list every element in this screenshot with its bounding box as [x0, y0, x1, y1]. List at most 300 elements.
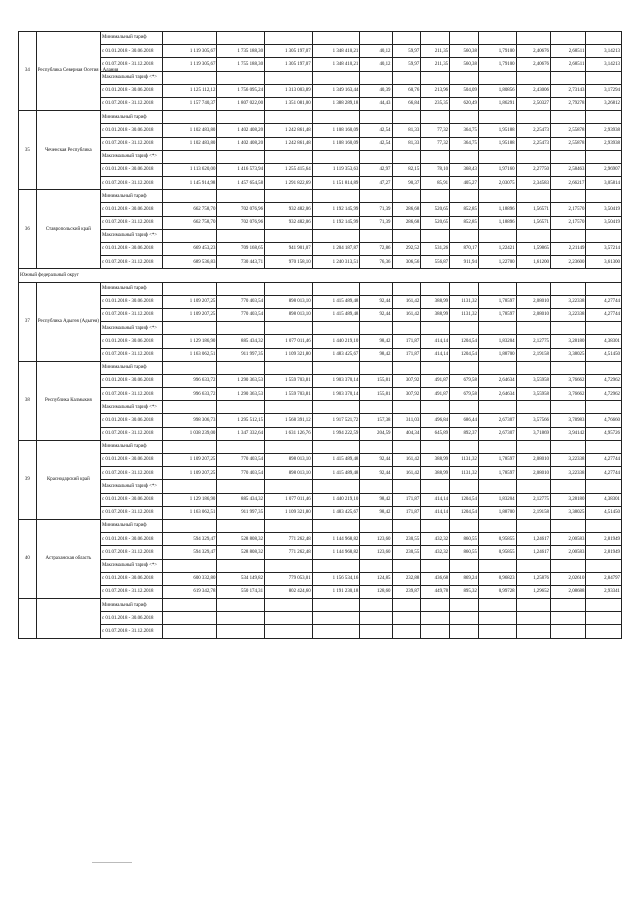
period-cell: с 01.07.2018 - 31.12.2018 — [101, 177, 163, 190]
region-name — [36, 599, 100, 639]
tariff-table-body — [19, 32, 622, 639]
value-cell: 123,60 — [360, 546, 392, 559]
region-index — [19, 599, 37, 639]
value-cell — [312, 282, 360, 295]
value-cell: 2,55878 — [550, 137, 585, 150]
value-cell: 161,42 — [392, 308, 421, 321]
value-cell — [450, 150, 479, 163]
value-cell — [360, 625, 392, 638]
value-cell — [586, 71, 622, 84]
value-cell: 1 351 081,00 — [265, 97, 313, 110]
value-cell — [392, 282, 421, 295]
region-name: Республика Адыгея (Адыгея) — [36, 282, 100, 361]
value-cell — [550, 519, 585, 532]
value-cell: 1 077 011,46 — [265, 335, 313, 348]
value-cell: 3,22338 — [550, 308, 585, 321]
value-cell — [265, 612, 313, 625]
value-cell: 3,17294 — [586, 84, 622, 97]
value-cell: 2,93341 — [586, 585, 622, 598]
value-cell: 1 191 230,18 — [312, 585, 360, 598]
value-cell: 1 290 363,53 — [217, 388, 265, 401]
period-cell: Максимальный тариф <*> — [101, 401, 163, 414]
period-cell: с 01.07.2018 - 31.12.2018 — [101, 388, 163, 401]
value-cell — [450, 519, 479, 532]
value-cell: 1,22700 — [478, 256, 516, 269]
value-cell — [421, 282, 450, 295]
value-cell — [163, 440, 217, 453]
value-cell: 1 568 391,12 — [265, 414, 313, 427]
period-cell: Максимальный тариф <*> — [101, 322, 163, 335]
value-cell: 4,51450 — [586, 348, 622, 361]
value-cell — [217, 519, 265, 532]
period-cell: с 01.01.2018 - 30.06.2018 — [101, 124, 163, 137]
value-cell: 3,94142 — [550, 427, 585, 440]
value-cell: 1 440 219,10 — [312, 335, 360, 348]
value-cell: 1 156 534,16 — [312, 572, 360, 585]
value-cell: 2,64634 — [478, 374, 516, 387]
value-cell — [312, 519, 360, 532]
value-cell: 72,86 — [360, 243, 392, 256]
value-cell: 528 808,32 — [217, 533, 265, 546]
value-cell — [550, 282, 585, 295]
value-cell: 3,55958 — [516, 388, 550, 401]
value-cell — [550, 32, 585, 45]
value-cell: 1 440 219,10 — [312, 493, 360, 506]
table-row — [19, 533, 622, 546]
value-cell: 1,88700 — [478, 348, 516, 361]
table-row — [19, 243, 622, 256]
value-cell — [217, 612, 265, 625]
value-cell: 870,17 — [450, 243, 479, 256]
value-cell — [586, 440, 622, 453]
value-cell: 898 013,10 — [265, 454, 313, 467]
value-cell — [163, 322, 217, 335]
region-name: Республика Калмыкия — [36, 361, 100, 440]
tariff-sheet — [18, 31, 622, 639]
period-cell: с 01.01.2018 - 30.06.2018 — [101, 84, 163, 97]
value-cell: 3,28180 — [550, 493, 585, 506]
value-cell — [360, 401, 392, 414]
value-cell: 1,95188 — [478, 124, 516, 137]
value-cell: 2,93938 — [586, 124, 622, 137]
value-cell: 40,12 — [360, 58, 392, 71]
period-cell: Максимальный тариф <*> — [101, 150, 163, 163]
value-cell — [217, 625, 265, 638]
value-cell: 2,34583 — [516, 177, 550, 190]
value-cell: 1204,54 — [450, 335, 479, 348]
value-cell: 550 174,31 — [217, 585, 265, 598]
value-cell: 4,38301 — [586, 493, 622, 506]
value-cell — [265, 401, 313, 414]
value-cell — [421, 625, 450, 638]
value-cell — [265, 361, 313, 374]
value-cell: 47,27 — [360, 177, 392, 190]
value-cell — [392, 612, 421, 625]
value-cell: 1 559 703,81 — [265, 388, 313, 401]
value-cell: 885 434,32 — [217, 335, 265, 348]
table-row — [19, 454, 622, 467]
value-cell: 81,33 — [392, 124, 421, 137]
period-cell: Минимальный тариф — [101, 599, 163, 612]
value-cell: 3,14213 — [586, 58, 622, 71]
value-cell: 405,27 — [450, 177, 479, 190]
value-cell: 679,58 — [450, 374, 479, 387]
value-cell: 1 295 512,15 — [217, 414, 265, 427]
value-cell: 71,39 — [360, 203, 392, 216]
value-cell: 860,55 — [450, 533, 479, 546]
value-cell: 911 997,35 — [217, 348, 265, 361]
period-cell: с 01.07.2018 - 31.12.2018 — [101, 348, 163, 361]
value-cell: 171,87 — [392, 335, 421, 348]
value-cell — [163, 519, 217, 532]
value-cell: 2,12775 — [516, 335, 550, 348]
value-cell: 1 151 814,89 — [312, 177, 360, 190]
period-cell: с 01.07.2018 - 31.12.2018 — [101, 308, 163, 321]
value-cell — [586, 282, 622, 295]
value-cell — [312, 32, 360, 45]
value-cell — [392, 361, 421, 374]
value-cell: 1 109 207,25 — [163, 295, 217, 308]
value-cell: 1,18896 — [478, 216, 516, 229]
value-cell: 1 109 207,25 — [163, 308, 217, 321]
value-cell — [360, 361, 392, 374]
value-cell: 702 076,96 — [217, 216, 265, 229]
period-cell: с 01.07.2018 - 31.12.2018 — [101, 467, 163, 480]
value-cell: 1 483 425,67 — [312, 348, 360, 361]
period-cell: Минимальный тариф — [101, 440, 163, 453]
table-row — [19, 203, 622, 216]
value-cell — [478, 401, 516, 414]
value-cell: 1 483 425,67 — [312, 506, 360, 519]
value-cell — [421, 322, 450, 335]
value-cell — [516, 229, 550, 242]
value-cell — [163, 625, 217, 638]
table-row — [19, 480, 622, 493]
value-cell — [450, 229, 479, 242]
value-cell: 771 262,48 — [265, 546, 313, 559]
table-row — [19, 506, 622, 519]
value-cell: 2,84797 — [586, 572, 622, 585]
value-cell — [516, 440, 550, 453]
period-cell: Максимальный тариф <*> — [101, 480, 163, 493]
value-cell: 292,52 — [392, 243, 421, 256]
value-cell — [586, 401, 622, 414]
value-cell — [163, 559, 217, 572]
value-cell: 2,64634 — [478, 388, 516, 401]
value-cell — [392, 322, 421, 335]
value-cell: 2,68511 — [550, 58, 585, 71]
value-cell: 1 348 410,21 — [312, 45, 360, 58]
value-cell: 1,97160 — [478, 163, 516, 176]
value-cell: 59,97 — [392, 58, 421, 71]
table-row — [19, 612, 622, 625]
value-cell — [265, 190, 313, 203]
value-cell — [550, 150, 585, 163]
value-cell — [450, 559, 479, 572]
value-cell — [516, 480, 550, 493]
value-cell — [360, 71, 392, 84]
value-cell: 2,50327 — [516, 97, 550, 110]
value-cell: 230,55 — [392, 546, 421, 559]
table-row — [19, 32, 622, 45]
value-cell — [163, 612, 217, 625]
value-cell: 4,72962 — [586, 374, 622, 387]
value-cell: 157,38 — [360, 414, 392, 427]
value-cell — [163, 150, 217, 163]
value-cell: 1 113 620,00 — [163, 163, 217, 176]
table-row — [19, 335, 622, 348]
value-cell: 388,99 — [421, 467, 450, 480]
value-cell: 1,79100 — [478, 58, 516, 71]
value-cell: 71,39 — [360, 216, 392, 229]
value-cell: 286,68 — [392, 203, 421, 216]
region-index: 39 — [19, 440, 37, 519]
value-cell: 892,37 — [450, 427, 479, 440]
value-cell — [217, 401, 265, 414]
value-cell — [450, 71, 479, 84]
value-cell: 996 633,72 — [163, 388, 217, 401]
value-cell: 211,35 — [421, 45, 450, 58]
region-index: 37 — [19, 282, 37, 361]
value-cell: 885 434,32 — [217, 493, 265, 506]
table-row — [19, 282, 622, 295]
table-row — [19, 348, 622, 361]
value-cell — [217, 111, 265, 124]
value-cell: 1131,32 — [450, 295, 479, 308]
value-cell: 1,95188 — [478, 137, 516, 150]
value-cell: 520,65 — [421, 216, 450, 229]
value-cell — [265, 71, 313, 84]
value-cell: 1 755 188,30 — [217, 58, 265, 71]
value-cell: 556,87 — [421, 256, 450, 269]
value-cell: 3,22338 — [550, 467, 585, 480]
table-row — [19, 467, 622, 480]
value-cell: 2,27750 — [516, 163, 550, 176]
value-cell — [478, 190, 516, 203]
district-label: Южный федеральный округ — [19, 269, 622, 282]
value-cell — [163, 480, 217, 493]
value-cell: 1,24617 — [516, 533, 550, 546]
value-cell — [516, 612, 550, 625]
scan-artifact — [92, 862, 132, 863]
value-cell: 770 403,54 — [217, 454, 265, 467]
region-index: 35 — [19, 111, 37, 190]
value-cell — [360, 229, 392, 242]
table-row — [19, 229, 622, 242]
value-cell: 1 255 415,64 — [265, 163, 313, 176]
value-cell: 898 013,10 — [265, 308, 313, 321]
value-cell: 1 242 861,48 — [265, 124, 313, 137]
value-cell — [265, 150, 313, 163]
table-row — [19, 163, 622, 176]
value-cell — [360, 599, 392, 612]
value-cell: 1131,32 — [450, 308, 479, 321]
value-cell: 560,38 — [450, 45, 479, 58]
value-cell — [450, 111, 479, 124]
value-cell: 3,05814 — [586, 177, 622, 190]
value-cell: 3,61300 — [586, 256, 622, 269]
period-cell: с 01.01.2018 - 30.06.2018 — [101, 295, 163, 308]
value-cell: 620,49 — [450, 97, 479, 110]
value-cell: 1 756 095,24 — [217, 84, 265, 97]
value-cell — [516, 361, 550, 374]
value-cell — [217, 559, 265, 572]
value-cell: 161,42 — [392, 454, 421, 467]
value-cell: 128,60 — [360, 585, 392, 598]
table-row — [19, 45, 622, 58]
value-cell: 364,75 — [450, 124, 479, 137]
value-cell: 1 163 062,51 — [163, 506, 217, 519]
value-cell: 619 342,78 — [163, 585, 217, 598]
value-cell: 1,29652 — [516, 585, 550, 598]
value-cell: 911 997,35 — [217, 506, 265, 519]
value-cell: 0,95855 — [478, 546, 516, 559]
value-cell: 388,99 — [421, 308, 450, 321]
value-cell: 1 415 489,48 — [312, 295, 360, 308]
value-cell: 1,59865 — [516, 243, 550, 256]
period-cell: с 01.07.2018 - 31.12.2018 — [101, 216, 163, 229]
value-cell — [421, 559, 450, 572]
value-cell — [360, 111, 392, 124]
value-cell — [550, 625, 585, 638]
value-cell: 414,14 — [421, 506, 450, 519]
value-cell — [265, 559, 313, 572]
value-cell — [516, 519, 550, 532]
value-cell: 161,42 — [392, 467, 421, 480]
value-cell: 1 631 126,76 — [265, 427, 313, 440]
value-cell: 3,14213 — [586, 45, 622, 58]
table-row — [19, 361, 622, 374]
value-cell: 1 305 197,07 — [265, 58, 313, 71]
period-cell: Максимальный тариф <*> — [101, 71, 163, 84]
value-cell — [163, 282, 217, 295]
value-cell — [516, 559, 550, 572]
value-cell: 3,76662 — [550, 374, 585, 387]
value-cell: 709 168,65 — [217, 243, 265, 256]
value-cell: 1 119 305,67 — [163, 58, 217, 71]
value-cell: 491,87 — [421, 374, 450, 387]
value-cell: 669 453,23 — [163, 243, 217, 256]
value-cell: 1 994 222,59 — [312, 427, 360, 440]
value-cell — [217, 190, 265, 203]
value-cell — [392, 150, 421, 163]
region-index: 38 — [19, 361, 37, 440]
value-cell — [586, 361, 622, 374]
value-cell: 44,43 — [360, 97, 392, 110]
value-cell: 123,60 — [360, 533, 392, 546]
value-cell: 2,25473 — [516, 124, 550, 137]
value-cell — [392, 625, 421, 638]
value-cell: 1 402 408,20 — [217, 124, 265, 137]
table-row — [19, 97, 622, 110]
value-cell: 4,38301 — [586, 335, 622, 348]
region-index: 36 — [19, 190, 37, 269]
value-cell: 213,96 — [421, 84, 450, 97]
value-cell: 1,83204 — [478, 493, 516, 506]
value-cell: 594 329,47 — [163, 546, 217, 559]
value-cell — [550, 190, 585, 203]
value-cell — [163, 599, 217, 612]
value-cell: 771 262,48 — [265, 533, 313, 546]
value-cell — [586, 599, 622, 612]
value-cell — [421, 401, 450, 414]
value-cell: 1 559 703,81 — [265, 374, 313, 387]
value-cell: 802 424,60 — [265, 585, 313, 598]
value-cell — [265, 322, 313, 335]
value-cell: 2,79278 — [550, 97, 585, 110]
table-row — [19, 84, 622, 97]
value-cell — [550, 71, 585, 84]
value-cell: 1 157 740,37 — [163, 97, 217, 110]
value-cell: 970 158,10 — [265, 256, 313, 269]
value-cell: 1 807 022,00 — [217, 97, 265, 110]
value-cell — [550, 599, 585, 612]
value-cell: 92,44 — [360, 467, 392, 480]
value-cell — [360, 282, 392, 295]
value-cell — [586, 625, 622, 638]
value-cell: 239,87 — [392, 585, 421, 598]
value-cell: 449,78 — [421, 585, 450, 598]
period-cell: с 01.01.2018 - 30.06.2018 — [101, 243, 163, 256]
value-cell: 4,27744 — [586, 454, 622, 467]
value-cell: 2,08010 — [516, 295, 550, 308]
value-cell: 2,12775 — [516, 493, 550, 506]
value-cell: 155,81 — [360, 388, 392, 401]
value-cell: 4,27744 — [586, 308, 622, 321]
value-cell — [478, 440, 516, 453]
value-cell: 432,32 — [421, 546, 450, 559]
value-cell: 1 305 197,07 — [265, 45, 313, 58]
value-cell: 2,08688 — [550, 585, 585, 598]
period-cell: Минимальный тариф — [101, 32, 163, 45]
value-cell — [550, 322, 585, 335]
value-cell — [421, 71, 450, 84]
value-cell — [421, 599, 450, 612]
value-cell: 42,54 — [360, 137, 392, 150]
value-cell — [450, 599, 479, 612]
value-cell — [265, 519, 313, 532]
value-cell: 92,44 — [360, 295, 392, 308]
value-cell: 770 403,54 — [217, 308, 265, 321]
value-cell: 2,93938 — [586, 137, 622, 150]
value-cell — [312, 612, 360, 625]
value-cell: 679,58 — [450, 388, 479, 401]
region-name: Ставропольский край — [36, 190, 100, 269]
value-cell — [550, 612, 585, 625]
value-cell: 3,38025 — [550, 506, 585, 519]
value-cell — [163, 111, 217, 124]
value-cell: 286,68 — [392, 216, 421, 229]
value-cell — [450, 190, 479, 203]
value-cell: 4,76660 — [586, 414, 622, 427]
value-cell: 82,15 — [392, 163, 421, 176]
value-cell — [550, 559, 585, 572]
period-cell: с 01.01.2018 - 30.06.2018 — [101, 414, 163, 427]
value-cell: 2,25473 — [516, 137, 550, 150]
value-cell: 414,14 — [421, 335, 450, 348]
value-cell: 98,42 — [360, 493, 392, 506]
value-cell: 3,71869 — [516, 427, 550, 440]
value-cell: 1 903 370,14 — [312, 388, 360, 401]
value-cell — [265, 229, 313, 242]
value-cell: 2,73143 — [550, 84, 585, 97]
value-cell: 869,24 — [450, 572, 479, 585]
value-cell: 230,55 — [392, 533, 421, 546]
table-row — [19, 374, 622, 387]
value-cell — [265, 32, 313, 45]
value-cell — [516, 111, 550, 124]
value-cell: 0,95855 — [478, 533, 516, 546]
